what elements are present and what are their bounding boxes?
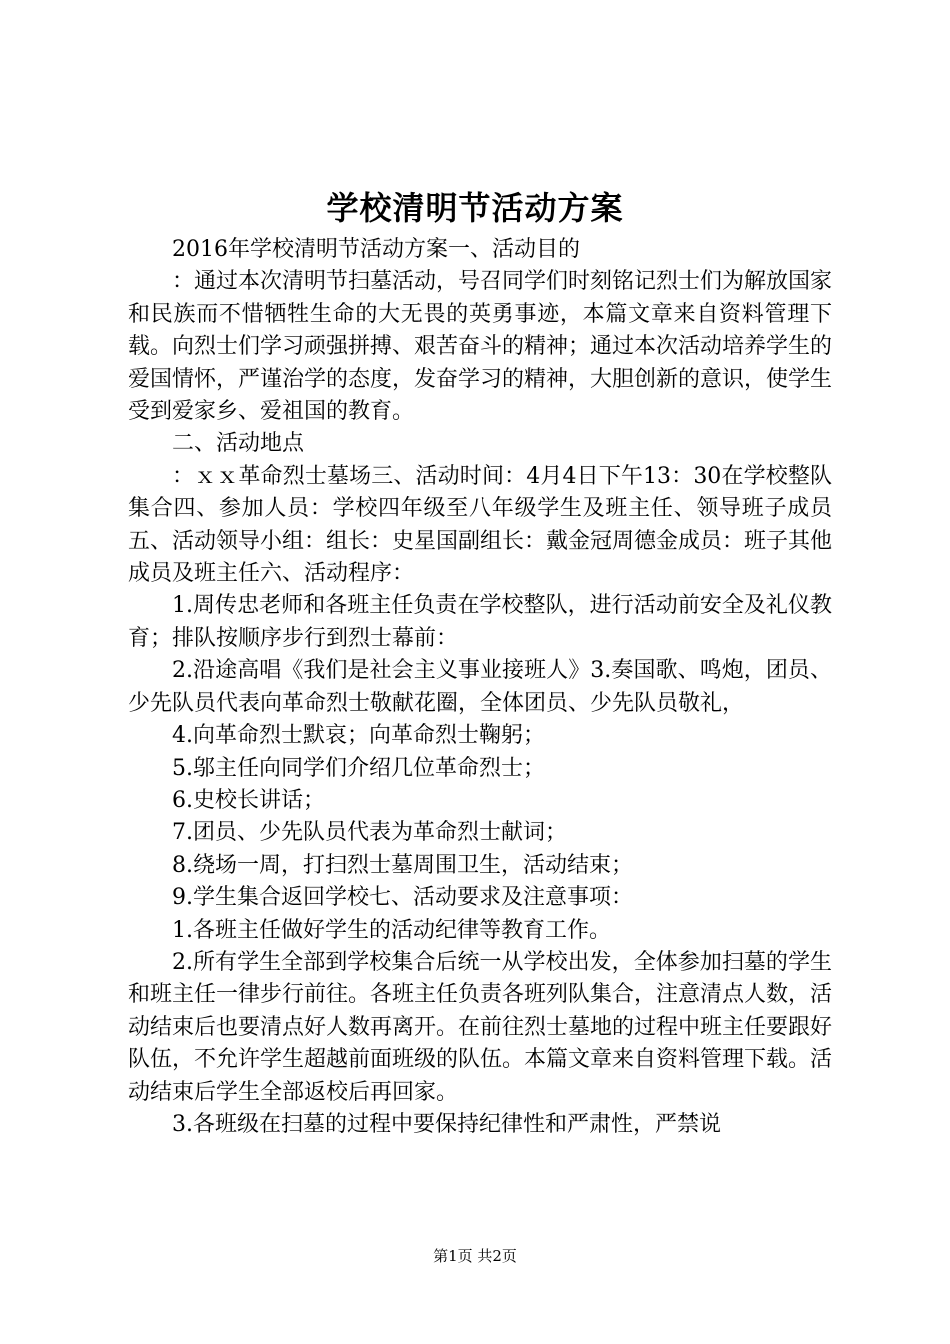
paragraph: ：通过本次清明节扫墓活动，号召同学们时刻铭记烈士们为解放国家和民族而不惜牺牲生命的大无畏的英勇事迹，本篇文章来自资料管理下载。向烈士们学习顽强拼搏、艰苦奋斗的精神；通过本次活动培养学生的爱国情怀，严谨治学的态度，发奋学习的精神，大胆创新的意识，使学生受到爱家乡、爱祖国的教育。 [128,269,833,425]
paragraph: 7.团员、少先队员代表为革命烈士献词； [172,820,567,846]
paragraph: 1.各班主任做好学生的活动纪律等教育工作。 [172,917,611,943]
paragraph: 9.学生集合返回学校七、活动要求及注意事项： [172,885,633,911]
page-number-footer: 第1页 共2页 [433,1247,517,1265]
paragraph: 二、活动地点 [172,431,305,457]
document-title: 学校清明节活动方案 [326,189,624,227]
paragraph: 2.沿途高唱《我们是社会主义事业接班人》3.奏国歌、鸣炮，团员、少先队员代表向革命烈士敬献花圈，全体团员、少先队员敬礼， [128,658,832,716]
paragraph: 2.所有学生全部到学校集合后统一从学校出发，全体参加扫墓的学生和班主任一律步行前往。各班主任负责各班列队集合，注意清点人数，活动结束后也要清点好人数再离开。在前往烈士墓地的过程中班主任要跟好队伍，不允许学生超越前面班级的队伍。本篇文章来自资料管理下载。活动结束后学生全部返校后再回家。 [128,949,833,1105]
paragraph: 2016年学校清明节活动方案一、活动目的 [172,237,580,262]
paragraph: 1.周传忠老师和各班主任负责在学校整队，进行活动前安全及礼仪教育；排队按顺序步行到烈士幕前： [128,593,832,651]
paragraph: 4.向革命烈士默哀；向革命烈士鞠躬； [172,723,545,749]
paragraph: 5.邬主任向同学们介绍几位革命烈士； [172,755,545,781]
paragraph: ：ｘｘ革命烈士墓场三、活动时间：4月4日下午13：30在学校整队集合四、参加人员：学校四年级至八年级学生及班主任、领导班子成员五、活动领导小组：组长：史星国副组长：戴金冠周德金成员：班子其他成员及班主任六、活动程序： [128,463,833,587]
paragraph: 8.绕场一周，打扫烈士墓周围卫生，活动结束； [172,852,633,878]
paragraph: 3.各班级在扫墓的过程中要保持纪律性和严肃性，严禁说 [172,1111,721,1137]
paragraph: 6.史校长讲话； [172,787,325,813]
document-body [128,234,832,1141]
